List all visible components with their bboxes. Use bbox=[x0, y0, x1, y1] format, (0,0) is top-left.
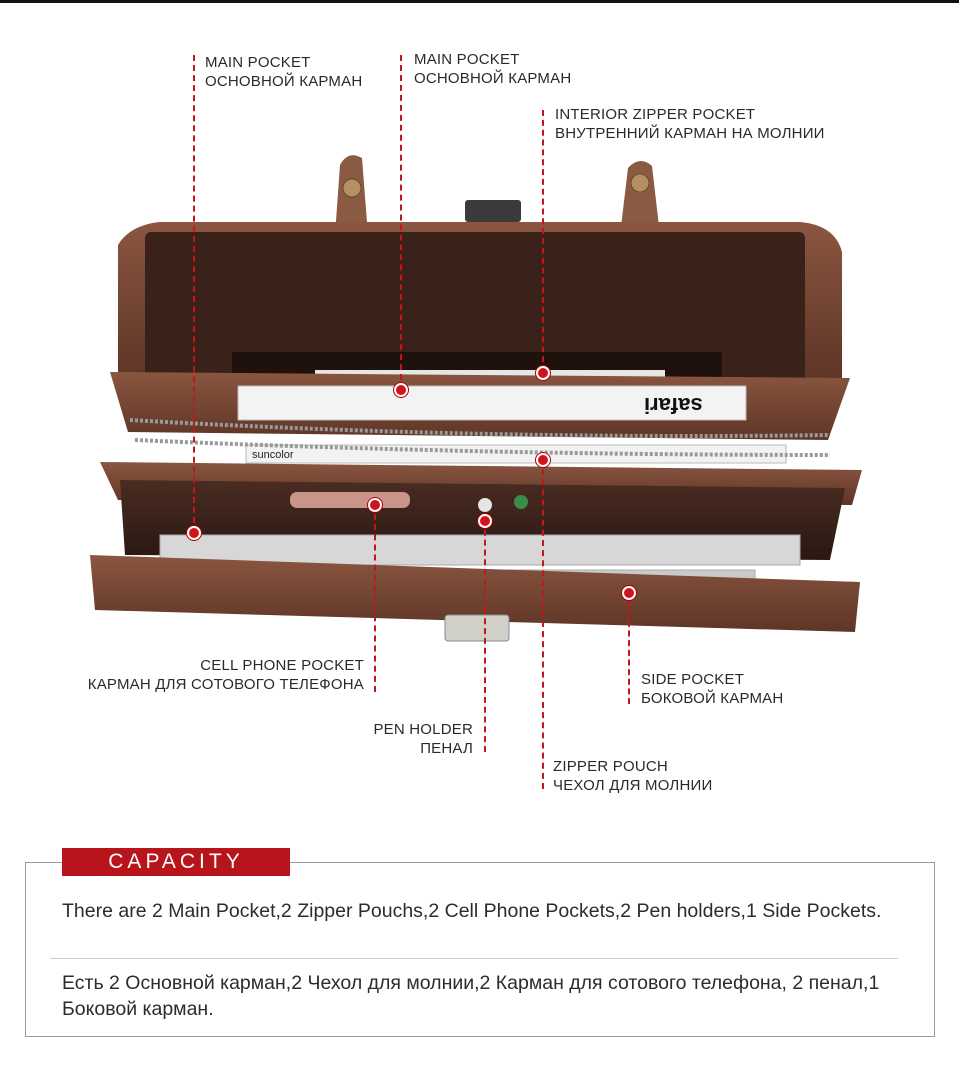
dot-main-pocket-2 bbox=[394, 383, 408, 397]
top-lock bbox=[465, 200, 521, 222]
line-side-pocket bbox=[628, 592, 630, 704]
callout-en: MAIN POCKET bbox=[205, 54, 311, 71]
line-zipper-pouch bbox=[542, 459, 544, 789]
callout-side-pocket bbox=[641, 670, 783, 708]
right-strap-button bbox=[631, 174, 649, 192]
pen-2 bbox=[514, 495, 528, 509]
callout-ru: БОКОВОЙ КАРМАН bbox=[641, 690, 784, 707]
magazine-second-title: suncolor bbox=[252, 449, 294, 461]
capacity-divider bbox=[50, 958, 898, 959]
callout-pen-holder bbox=[330, 720, 473, 758]
dot-side-pocket bbox=[622, 586, 636, 600]
callout-en: PEN HOLDER bbox=[373, 721, 473, 738]
line-pen-holder bbox=[484, 520, 486, 752]
callout-ru: ВНУТРЕННИЙ КАРМАН НА МОЛНИИ bbox=[555, 125, 825, 142]
capacity-title: CAPACITY bbox=[62, 848, 290, 876]
callout-en: INTERIOR ZIPPER POCKET bbox=[555, 106, 756, 123]
dot-pen-holder bbox=[478, 514, 492, 528]
line-interior-zipper bbox=[542, 110, 544, 372]
pen-1 bbox=[478, 498, 492, 512]
callout-main-pocket-1 bbox=[205, 53, 362, 91]
dot-zipper-pouch bbox=[536, 453, 550, 467]
front-clasp bbox=[445, 615, 509, 641]
line-main-pocket-2 bbox=[400, 55, 402, 390]
left-strap-button bbox=[343, 179, 361, 197]
laptop-1 bbox=[160, 535, 800, 565]
dot-main-pocket-1 bbox=[187, 526, 201, 540]
callout-en: MAIN POCKET bbox=[414, 51, 520, 68]
callout-ru: ПЕНАЛ bbox=[420, 740, 473, 757]
magazine-top-title: safari bbox=[644, 393, 703, 418]
line-main-pocket-1 bbox=[193, 55, 195, 533]
callout-en: ZIPPER POUCH bbox=[553, 758, 668, 775]
callout-ru: ОСНОВНОЙ КАРМАН bbox=[205, 73, 363, 90]
cell-phone bbox=[290, 492, 410, 508]
dot-interior-zipper bbox=[536, 366, 550, 380]
capacity-text-ru: Есть 2 Основной карман,2 Чехол для молнии,2 Карман для сотового телефона, 2 пенал,1 Боковой карман. bbox=[62, 972, 880, 1020]
line-cell-phone bbox=[374, 504, 376, 692]
dot-cell-phone bbox=[368, 498, 382, 512]
callout-ru: КАРМАН ДЛЯ СОТОВОГО ТЕЛЕФОНА bbox=[87, 676, 364, 693]
callout-en: CELL PHONE POCKET bbox=[200, 657, 364, 674]
callout-interior-zipper bbox=[555, 105, 825, 143]
capacity-text-en: There are 2 Main Pocket,2 Zipper Pouchs,2 Cell Phone Pockets,2 Pen holders,1 Side Pockets. bbox=[62, 900, 882, 922]
callout-en: SIDE POCKET bbox=[641, 671, 745, 688]
callout-main-pocket-2 bbox=[414, 50, 571, 88]
callout-ru: ОСНОВНОЙ КАРМАН bbox=[414, 70, 572, 87]
callout-ru: ЧЕХОЛ ДЛЯ МОЛНИИ bbox=[553, 777, 713, 794]
callout-cell-phone bbox=[60, 656, 364, 694]
callout-zipper-pouch bbox=[553, 757, 712, 795]
